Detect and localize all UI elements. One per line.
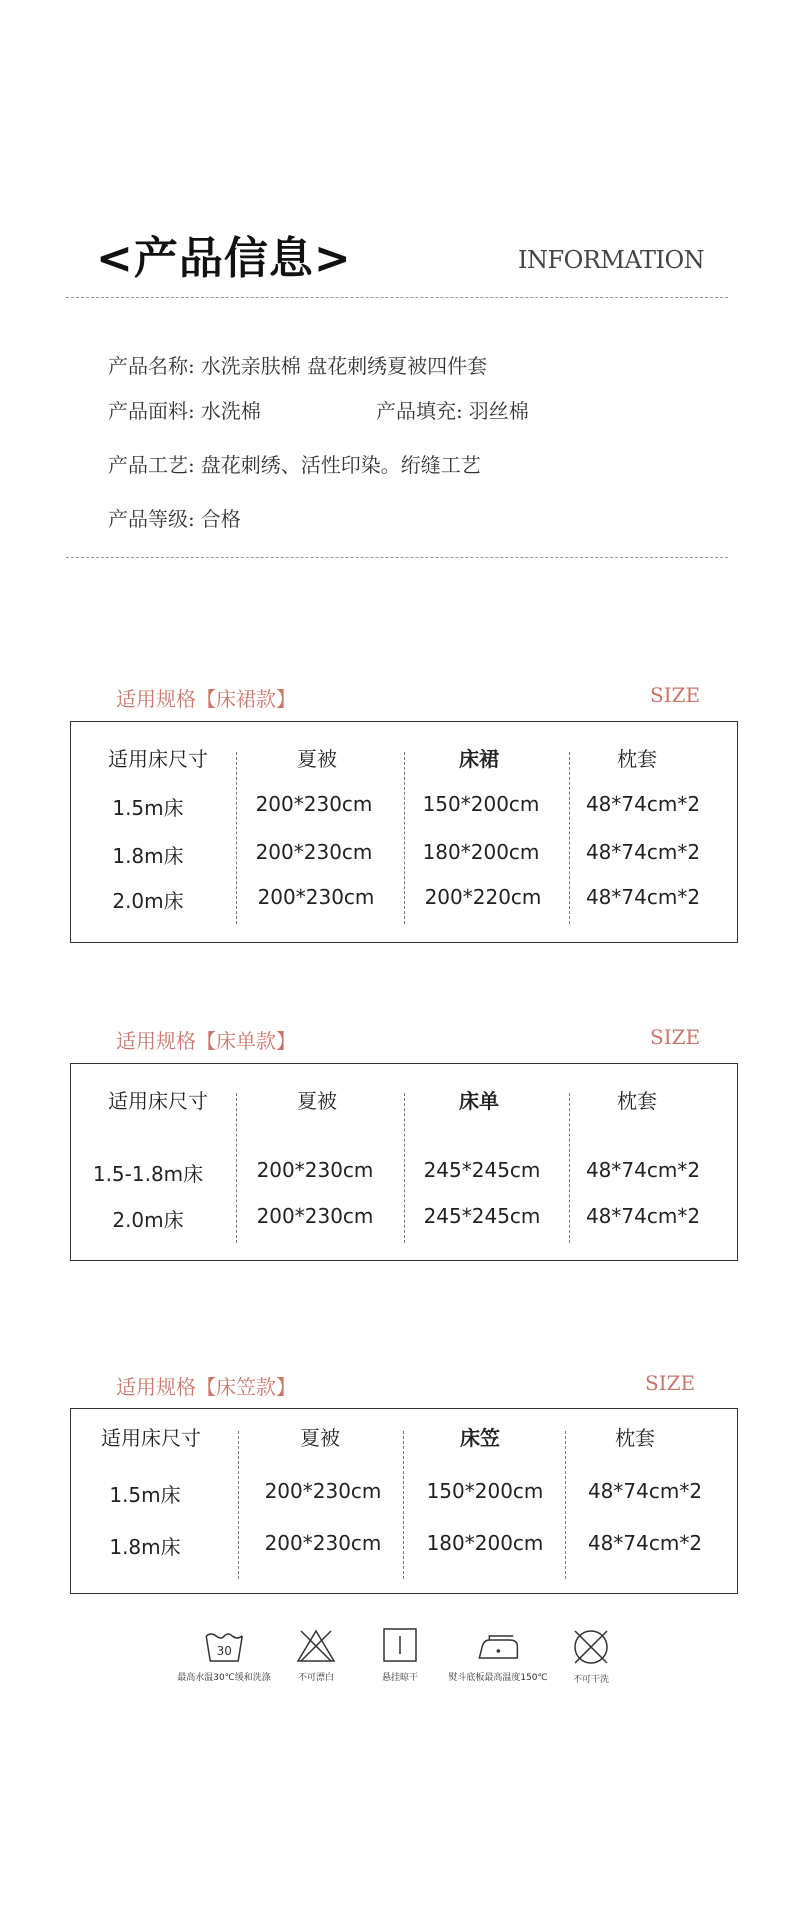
divider-bottom xyxy=(66,557,728,558)
hang-dry-icon xyxy=(379,1628,421,1664)
col-divider xyxy=(238,1431,239,1579)
wash-30-icon xyxy=(203,1628,245,1664)
divider-top xyxy=(66,297,728,298)
info-name-value: 水洗亲肤棉 盘花刺绣夏被四件套 xyxy=(200,354,488,378)
table-1-title: 适用规格【床裙款】 xyxy=(116,687,296,711)
col-divider xyxy=(236,752,237,924)
info-craft xyxy=(108,449,481,478)
table-1-cell: 180*200cm xyxy=(422,840,540,864)
table-3-cell: 200*230cm xyxy=(264,1531,382,1555)
table-2-header-pillowcase: 枕套 xyxy=(617,1089,657,1113)
table-2-header-bed-sheet: 床单 xyxy=(459,1089,499,1113)
care-label-iron: 熨斗底板最高温度150℃ xyxy=(448,1673,548,1683)
info-name-label: 产品名称: xyxy=(108,354,195,378)
table-1-cell: 2.0m床 xyxy=(112,889,184,913)
table-2 xyxy=(70,1063,738,1261)
table-3-header-quilt: 夏被 xyxy=(300,1426,340,1450)
table-1-header-pillowcase: 枕套 xyxy=(617,747,657,771)
table-3-cell: 1.8m床 xyxy=(109,1535,181,1559)
table-2-cell: 48*74cm*2 xyxy=(585,1158,701,1182)
page-title: <产品信息> xyxy=(96,233,352,284)
table-1-cell: 48*74cm*2 xyxy=(585,885,701,909)
col-divider xyxy=(569,1093,570,1243)
table-3-cell: 48*74cm*2 xyxy=(587,1479,703,1503)
table-3-size-label: SIZE xyxy=(645,1371,696,1395)
table-1-cell: 48*74cm*2 xyxy=(585,792,701,816)
table-1-cell: 1.8m床 xyxy=(112,844,184,868)
table-1-cell: 200*230cm xyxy=(255,792,373,816)
table-3-cell: 150*200cm xyxy=(426,1479,544,1503)
info-grade-value: 合格 xyxy=(200,507,241,531)
table-2-cell: 245*245cm xyxy=(423,1158,541,1182)
table-3-header-fitted-sheet: 床笠 xyxy=(460,1426,500,1450)
info-grade-label: 产品等级: xyxy=(108,507,195,531)
table-3-header-pillowcase: 枕套 xyxy=(615,1426,655,1450)
care-item-wash xyxy=(177,1628,271,1683)
table-1-header-bed-size: 适用床尺寸 xyxy=(108,747,208,771)
info-grade xyxy=(108,503,241,532)
table-2-header-bed-size: 适用床尺寸 xyxy=(108,1089,208,1113)
table-1-cell: 48*74cm*2 xyxy=(585,840,701,864)
info-filling-label: 产品填充: xyxy=(376,399,463,423)
info-name xyxy=(108,350,487,379)
col-divider xyxy=(404,1093,405,1243)
page-subtitle: INFORMATION xyxy=(518,246,705,274)
table-1-cell: 200*220cm xyxy=(424,885,542,909)
table-2-cell: 1.5-1.8m床 xyxy=(92,1162,204,1186)
table-1-header-bed-skirt: 床裙 xyxy=(459,747,499,771)
care-label-hang-dry: 悬挂晾干 xyxy=(381,1673,418,1683)
table-2-cell: 48*74cm*2 xyxy=(585,1204,701,1228)
table-3-cell: 200*230cm xyxy=(264,1479,382,1503)
table-2-cell: 2.0m床 xyxy=(112,1208,184,1232)
table-2-cell: 245*245cm xyxy=(423,1204,541,1228)
table-1-cell: 200*230cm xyxy=(255,840,373,864)
no-dry-clean-icon xyxy=(570,1628,612,1666)
table-2-title: 适用规格【床单款】 xyxy=(116,1029,296,1053)
iron-icon xyxy=(475,1628,521,1664)
care-item-no-dry-clean xyxy=(570,1628,612,1685)
info-fabric-label: 产品面料: xyxy=(108,399,195,423)
no-bleach-icon xyxy=(295,1628,337,1664)
table-3-header-bed-size: 适用床尺寸 xyxy=(101,1426,201,1450)
table-2-cell: 200*230cm xyxy=(256,1204,374,1228)
care-label-no-dry-clean: 不可干洗 xyxy=(572,1675,609,1685)
care-item-hang-dry xyxy=(379,1628,421,1683)
care-item-iron xyxy=(448,1628,547,1683)
col-divider xyxy=(404,752,405,924)
info-fabric-value: 水洗棉 xyxy=(200,399,261,423)
table-3-title: 适用规格【床笠款】 xyxy=(116,1375,296,1399)
table-3 xyxy=(70,1408,738,1594)
table-1-cell: 200*230cm xyxy=(257,885,375,909)
info-filling xyxy=(376,395,529,424)
care-label-wash: 最高水温30℃缓和洗涤 xyxy=(177,1673,271,1683)
table-2-cell: 200*230cm xyxy=(256,1158,374,1182)
col-divider xyxy=(236,1093,237,1243)
table-1-size-label: SIZE xyxy=(650,683,701,707)
wash-temp-text: 30 xyxy=(216,1644,232,1658)
care-label-no-bleach: 不可漂白 xyxy=(297,1673,334,1683)
table-3-cell: 1.5m床 xyxy=(109,1483,181,1507)
table-1-cell: 150*200cm xyxy=(422,792,540,816)
table-2-header-quilt: 夏被 xyxy=(297,1089,337,1113)
table-1-cell: 1.5m床 xyxy=(112,796,184,820)
table-3-cell: 48*74cm*2 xyxy=(587,1531,703,1555)
table-1 xyxy=(70,721,738,943)
info-craft-label: 产品工艺: xyxy=(108,453,195,477)
table-3-cell: 180*200cm xyxy=(426,1531,544,1555)
care-item-no-bleach xyxy=(295,1628,337,1683)
table-2-size-label: SIZE xyxy=(650,1025,701,1049)
col-divider xyxy=(569,752,570,924)
col-divider xyxy=(565,1431,566,1579)
info-craft-value: 盘花刺绣、活性印染。绗缝工艺 xyxy=(200,453,481,477)
info-filling-value: 羽丝棉 xyxy=(468,399,529,423)
info-fabric xyxy=(108,395,261,424)
table-1-header-quilt: 夏被 xyxy=(297,747,337,771)
col-divider xyxy=(403,1431,404,1579)
